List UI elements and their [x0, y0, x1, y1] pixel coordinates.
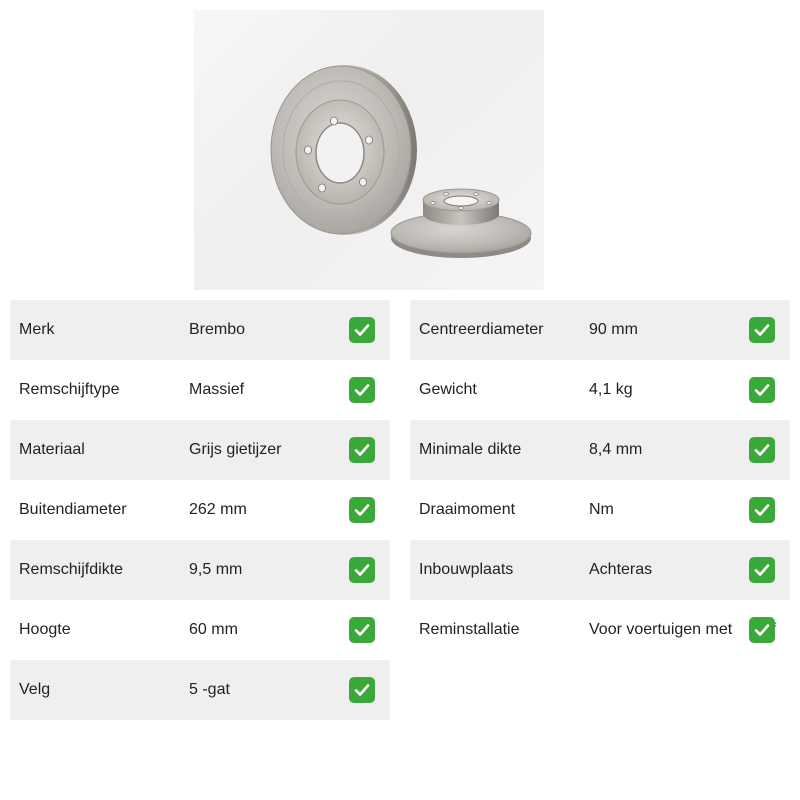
spec-table-right — [410, 300, 790, 660]
spec-row-reminstallatie — [410, 600, 790, 660]
check-mark-icon — [749, 497, 775, 523]
spec-row-centreerdiameter — [410, 300, 790, 360]
spec-label: Centreerdiameter — [419, 321, 544, 338]
spec-value: Grijs gietijzer — [189, 441, 282, 458]
check-mark-icon — [749, 317, 775, 343]
spec-label: Inbouwplaats — [419, 561, 514, 578]
check-mark-icon — [349, 317, 375, 343]
spec-value: Nm — [589, 501, 614, 518]
spec-label: Merk — [19, 321, 55, 338]
brake-disc-illustration — [194, 10, 544, 290]
spec-value: 60 mm — [189, 621, 238, 638]
spec-value: Massief — [189, 381, 245, 398]
spec-row-velg — [10, 660, 390, 720]
check-mark-icon — [749, 377, 775, 403]
spec-row-remschijfdikte — [10, 540, 390, 600]
spec-label: Gewicht — [419, 381, 477, 398]
brake-disc-image — [194, 10, 544, 290]
check-mark-icon — [349, 437, 375, 463]
check-mark-icon — [349, 617, 375, 643]
spec-value: Brembo — [189, 321, 246, 338]
check-mark-icon — [749, 617, 775, 643]
spec-row-buitendiameter — [10, 480, 390, 540]
spec-label: Remschijfdikte — [19, 561, 124, 578]
check-mark-icon — [749, 437, 775, 463]
check-mark-icon — [349, 557, 375, 583]
spec-value: 4,1 kg — [589, 381, 633, 398]
spec-value: 8,4 mm — [589, 441, 643, 458]
check-mark-icon — [749, 557, 775, 583]
spec-row-draaimoment — [410, 480, 790, 540]
spec-value: 9,5 mm — [189, 561, 243, 578]
check-mark-icon — [349, 677, 375, 703]
spec-row-materiaal — [10, 420, 390, 480]
spec-row-merk — [10, 300, 390, 360]
spec-value: 90 mm — [589, 321, 638, 338]
spec-label: Velg — [19, 681, 51, 698]
spec-label: Hoogte — [19, 621, 71, 638]
spec-table-left — [10, 300, 390, 720]
spec-label: Buitendiameter — [19, 501, 127, 518]
spec-row-gewicht — [410, 360, 790, 420]
spec-label: Draaimoment — [419, 501, 516, 518]
spec-value: Achteras — [589, 561, 653, 578]
spec-row-minimale-dikte — [410, 420, 790, 480]
spec-row-hoogte — [10, 600, 390, 660]
spec-row-inbouwplaats — [410, 540, 790, 600]
spec-label: Reminstallatie — [419, 621, 520, 638]
spec-label: Minimale dikte — [419, 441, 522, 458]
spec-row-remschijftype — [10, 360, 390, 420]
check-mark-icon — [349, 377, 375, 403]
spec-label: Materiaal — [19, 441, 85, 458]
spec-value — [589, 621, 776, 639]
spec-label: Remschijftype — [19, 381, 120, 398]
spec-value: 5 -gat — [189, 681, 230, 698]
spec-value-text: Voor voertuigen met — [589, 621, 733, 638]
spec-value: 262 mm — [189, 501, 247, 518]
check-mark-icon — [349, 497, 375, 523]
